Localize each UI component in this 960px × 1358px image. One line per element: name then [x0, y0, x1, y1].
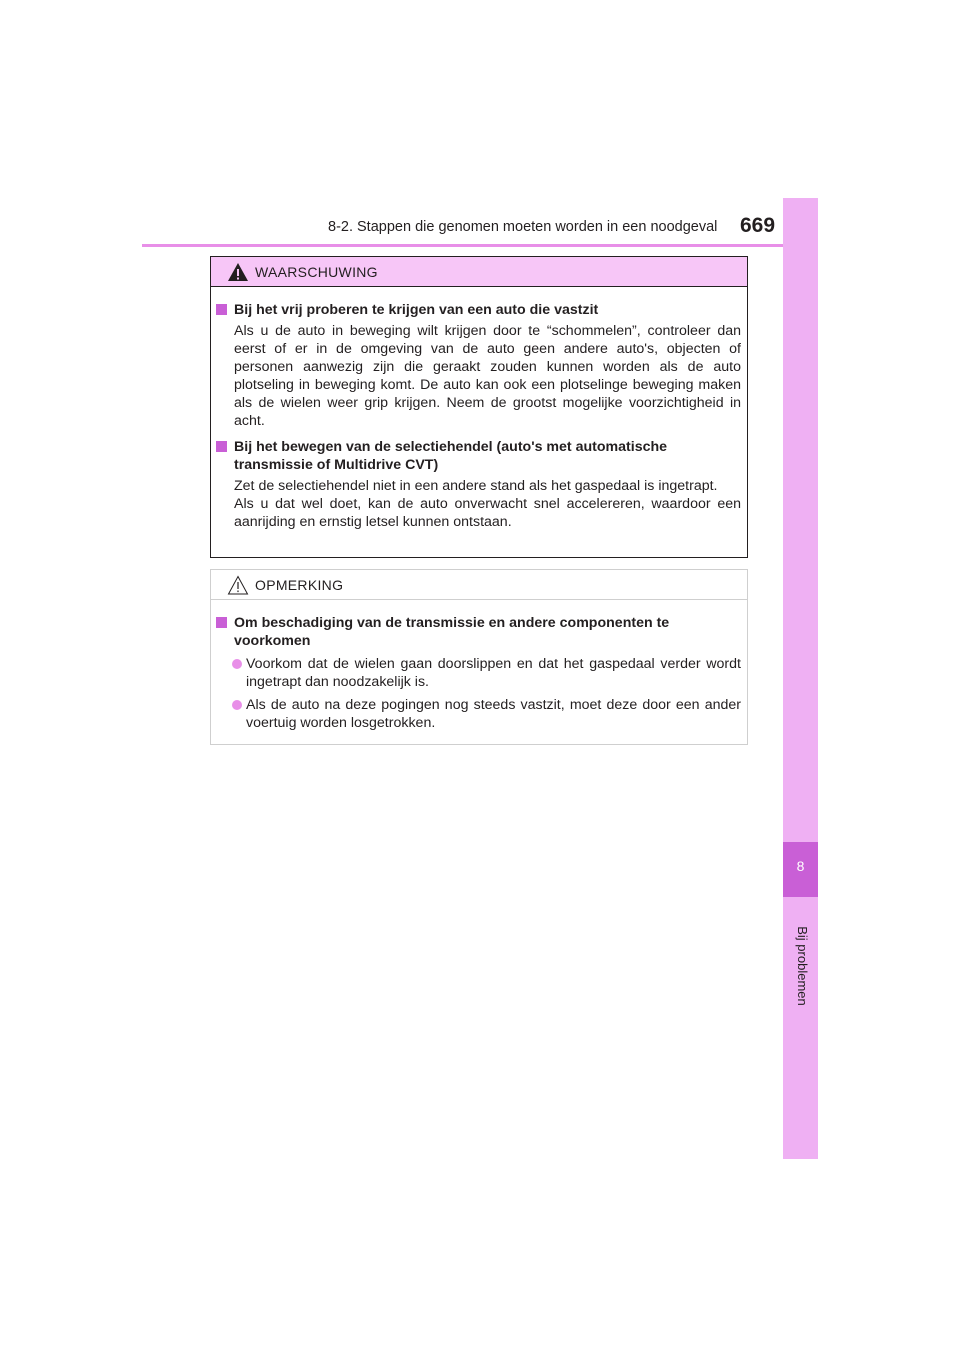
page-number: 669	[740, 214, 776, 237]
chapter-name: Bij problemen	[795, 926, 810, 1006]
warning-label: WAARSCHUWING	[255, 264, 378, 280]
dot-bullet-icon	[232, 700, 242, 710]
warning-item-text: Als u dat wel doet, kan de auto onverwacht snel accelereren, waardoor een aanrijding en ernstig letsel kunnen ontstaan.	[234, 496, 741, 530]
square-bullet-icon	[216, 304, 227, 315]
note-bullet-text: Voorkom dat de wielen gaan doorslippen en dat het gaspedaal verder wordt ingetrapt dan noodzakelijk is.	[246, 656, 741, 690]
warning-item	[216, 301, 741, 430]
dot-bullet-icon	[232, 659, 242, 669]
caution-triangle-icon	[227, 575, 249, 595]
note-bullet-text: Als de auto na deze pogingen nog steeds vastzit, moet deze door een ander voertuig worden losgetrokken.	[246, 697, 741, 731]
note-item	[216, 614, 741, 732]
section-title: 8-2. Stappen die genomen moeten worden in een noodgeval	[328, 219, 718, 235]
note-item-heading: Om beschadiging van de transmissie en andere componenten te voorkomen	[234, 615, 670, 649]
warning-item	[216, 438, 741, 531]
warning-item-heading: Bij het vrij proberen te krijgen van een auto die vastzit	[234, 302, 599, 318]
warning-item-text: Als u de auto in beweging wilt krijgen door te “schommelen”, controleer dan eerst of er in de omgeving van de auto geen andere auto's, objecten of personen aanwezig zijn die geraakt zouden kunnen worden als de auto plotseling in beweging komt. De auto kan ook een plotselinge beweging maken als de wielen weer grip krijgen. Neem de grootst mogelijke voorzichtigheid in acht.	[234, 323, 741, 429]
warning-header	[211, 257, 747, 287]
note-box	[210, 569, 748, 745]
warning-item-heading: Bij het bewegen van de selectiehendel (auto's met automatische transmissie of Multidrive CVT)	[234, 439, 668, 473]
square-bullet-icon	[216, 617, 227, 628]
warning-triangle-icon	[227, 262, 249, 282]
note-label: OPMERKING	[255, 577, 344, 593]
chapter-number: 8	[796, 858, 805, 874]
warning-item-text: Zet de selectiehendel niet in een andere stand als het gaspedaal is ingetrapt.	[234, 478, 718, 494]
note-bullet	[216, 696, 741, 732]
header-rule	[142, 244, 818, 247]
note-header	[211, 570, 747, 600]
warning-box	[210, 256, 748, 558]
square-bullet-icon	[216, 441, 227, 452]
chapter-side-tab	[783, 198, 818, 1159]
note-bullet	[216, 655, 741, 691]
